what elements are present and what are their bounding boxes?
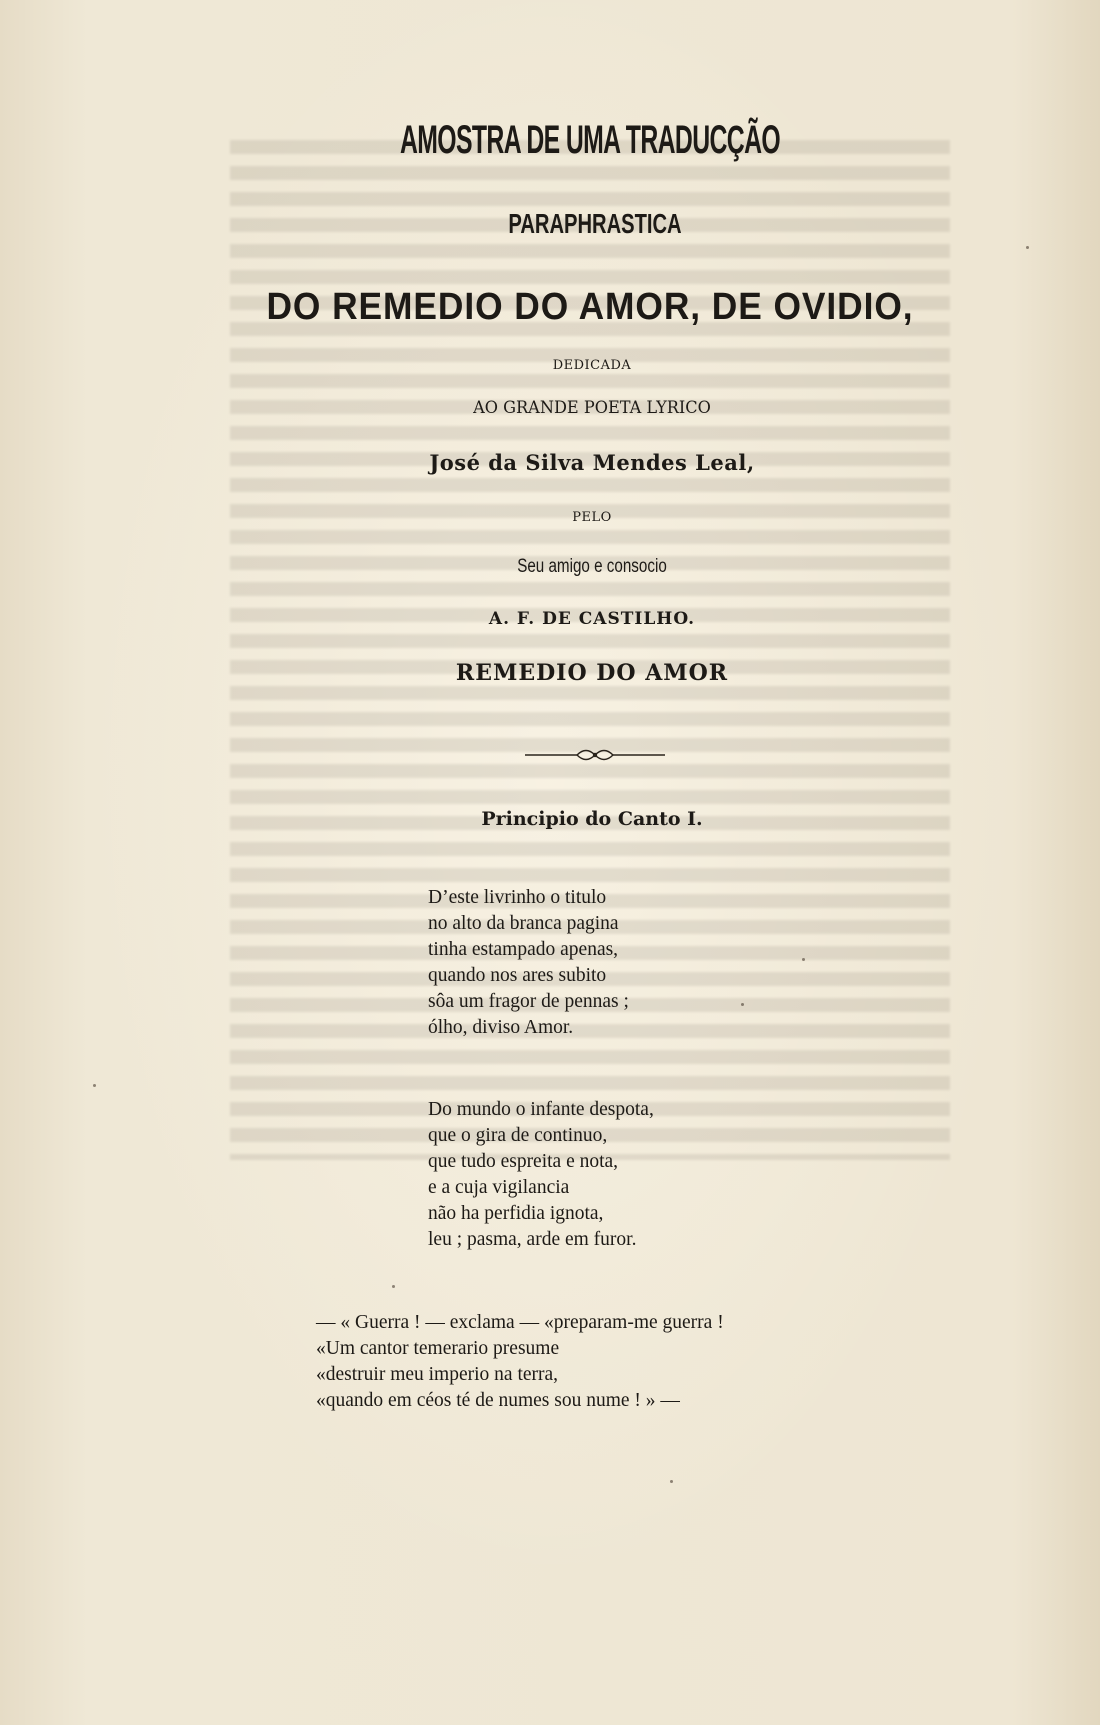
verse-line: que tudo espreita e nota, [428, 1151, 619, 1172]
verse-line: tinha estampado apenas, [428, 939, 619, 960]
verse-line: Do mundo o infante despota, [428, 1099, 654, 1120]
stanza-3 [316, 1310, 724, 1414]
section-title: REMEDIO DO AMOR [455, 660, 729, 686]
verse-line: — « Guerra ! — exclama — «preparam-me guerra ! [316, 1312, 724, 1333]
dedication-to: AO GRANDE POETA LYRICO [473, 398, 711, 418]
verse-line: sôa um fragor de pennas ; [428, 991, 629, 1012]
paper-speck [670, 1480, 673, 1483]
verse-line: quando nos ares subito [428, 965, 607, 986]
stanza-2 [428, 1097, 654, 1253]
title-line-3: DO REMEDIO DO AMOR, DE OVIDIO, [266, 286, 914, 328]
verse-line: leu ; pasma, arde em furor. [428, 1229, 637, 1250]
by-relation: Seu amigo e consocio [517, 556, 667, 577]
dedicatee-name: José da Silva Mendes Leal, [429, 450, 755, 475]
paper-speck [93, 1084, 96, 1087]
title-line-1: AMOSTRA DE UMA TRADUCÇÃO [399, 118, 781, 162]
verse-line: não ha perfidia ignota, [428, 1203, 604, 1224]
verse-line: ólho, diviso Amor. [428, 1017, 574, 1038]
by-label: PELO [572, 510, 612, 525]
canto-heading: Principio do Canto I. [481, 808, 703, 830]
title-line-2: PARAPHRASTICA [508, 208, 682, 239]
verse-line: que o gira de continuo, [428, 1125, 608, 1146]
paper-speck [392, 1285, 395, 1288]
dedication-label: DEDICADA [552, 358, 632, 373]
stanza-1 [428, 885, 629, 1041]
verse-line: «destruir meu imperio na terra, [316, 1364, 559, 1385]
paper-speck [1026, 246, 1029, 249]
author-name: A. F. DE CASTILHO. [488, 609, 696, 629]
verse-line: «Um cantor temerario presume [316, 1338, 560, 1359]
verse-line: no alto da branca pagina [428, 913, 619, 934]
verse-line: e a cuja vigilancia [428, 1177, 570, 1198]
paper-speck [802, 958, 805, 961]
paper-speck [741, 1003, 744, 1006]
rule-ornament-icon [525, 747, 665, 763]
verse-line: D’este livrinho o titulo [428, 887, 607, 908]
verse-line: «quando em céos té de numes sou nume ! » — [316, 1390, 680, 1411]
